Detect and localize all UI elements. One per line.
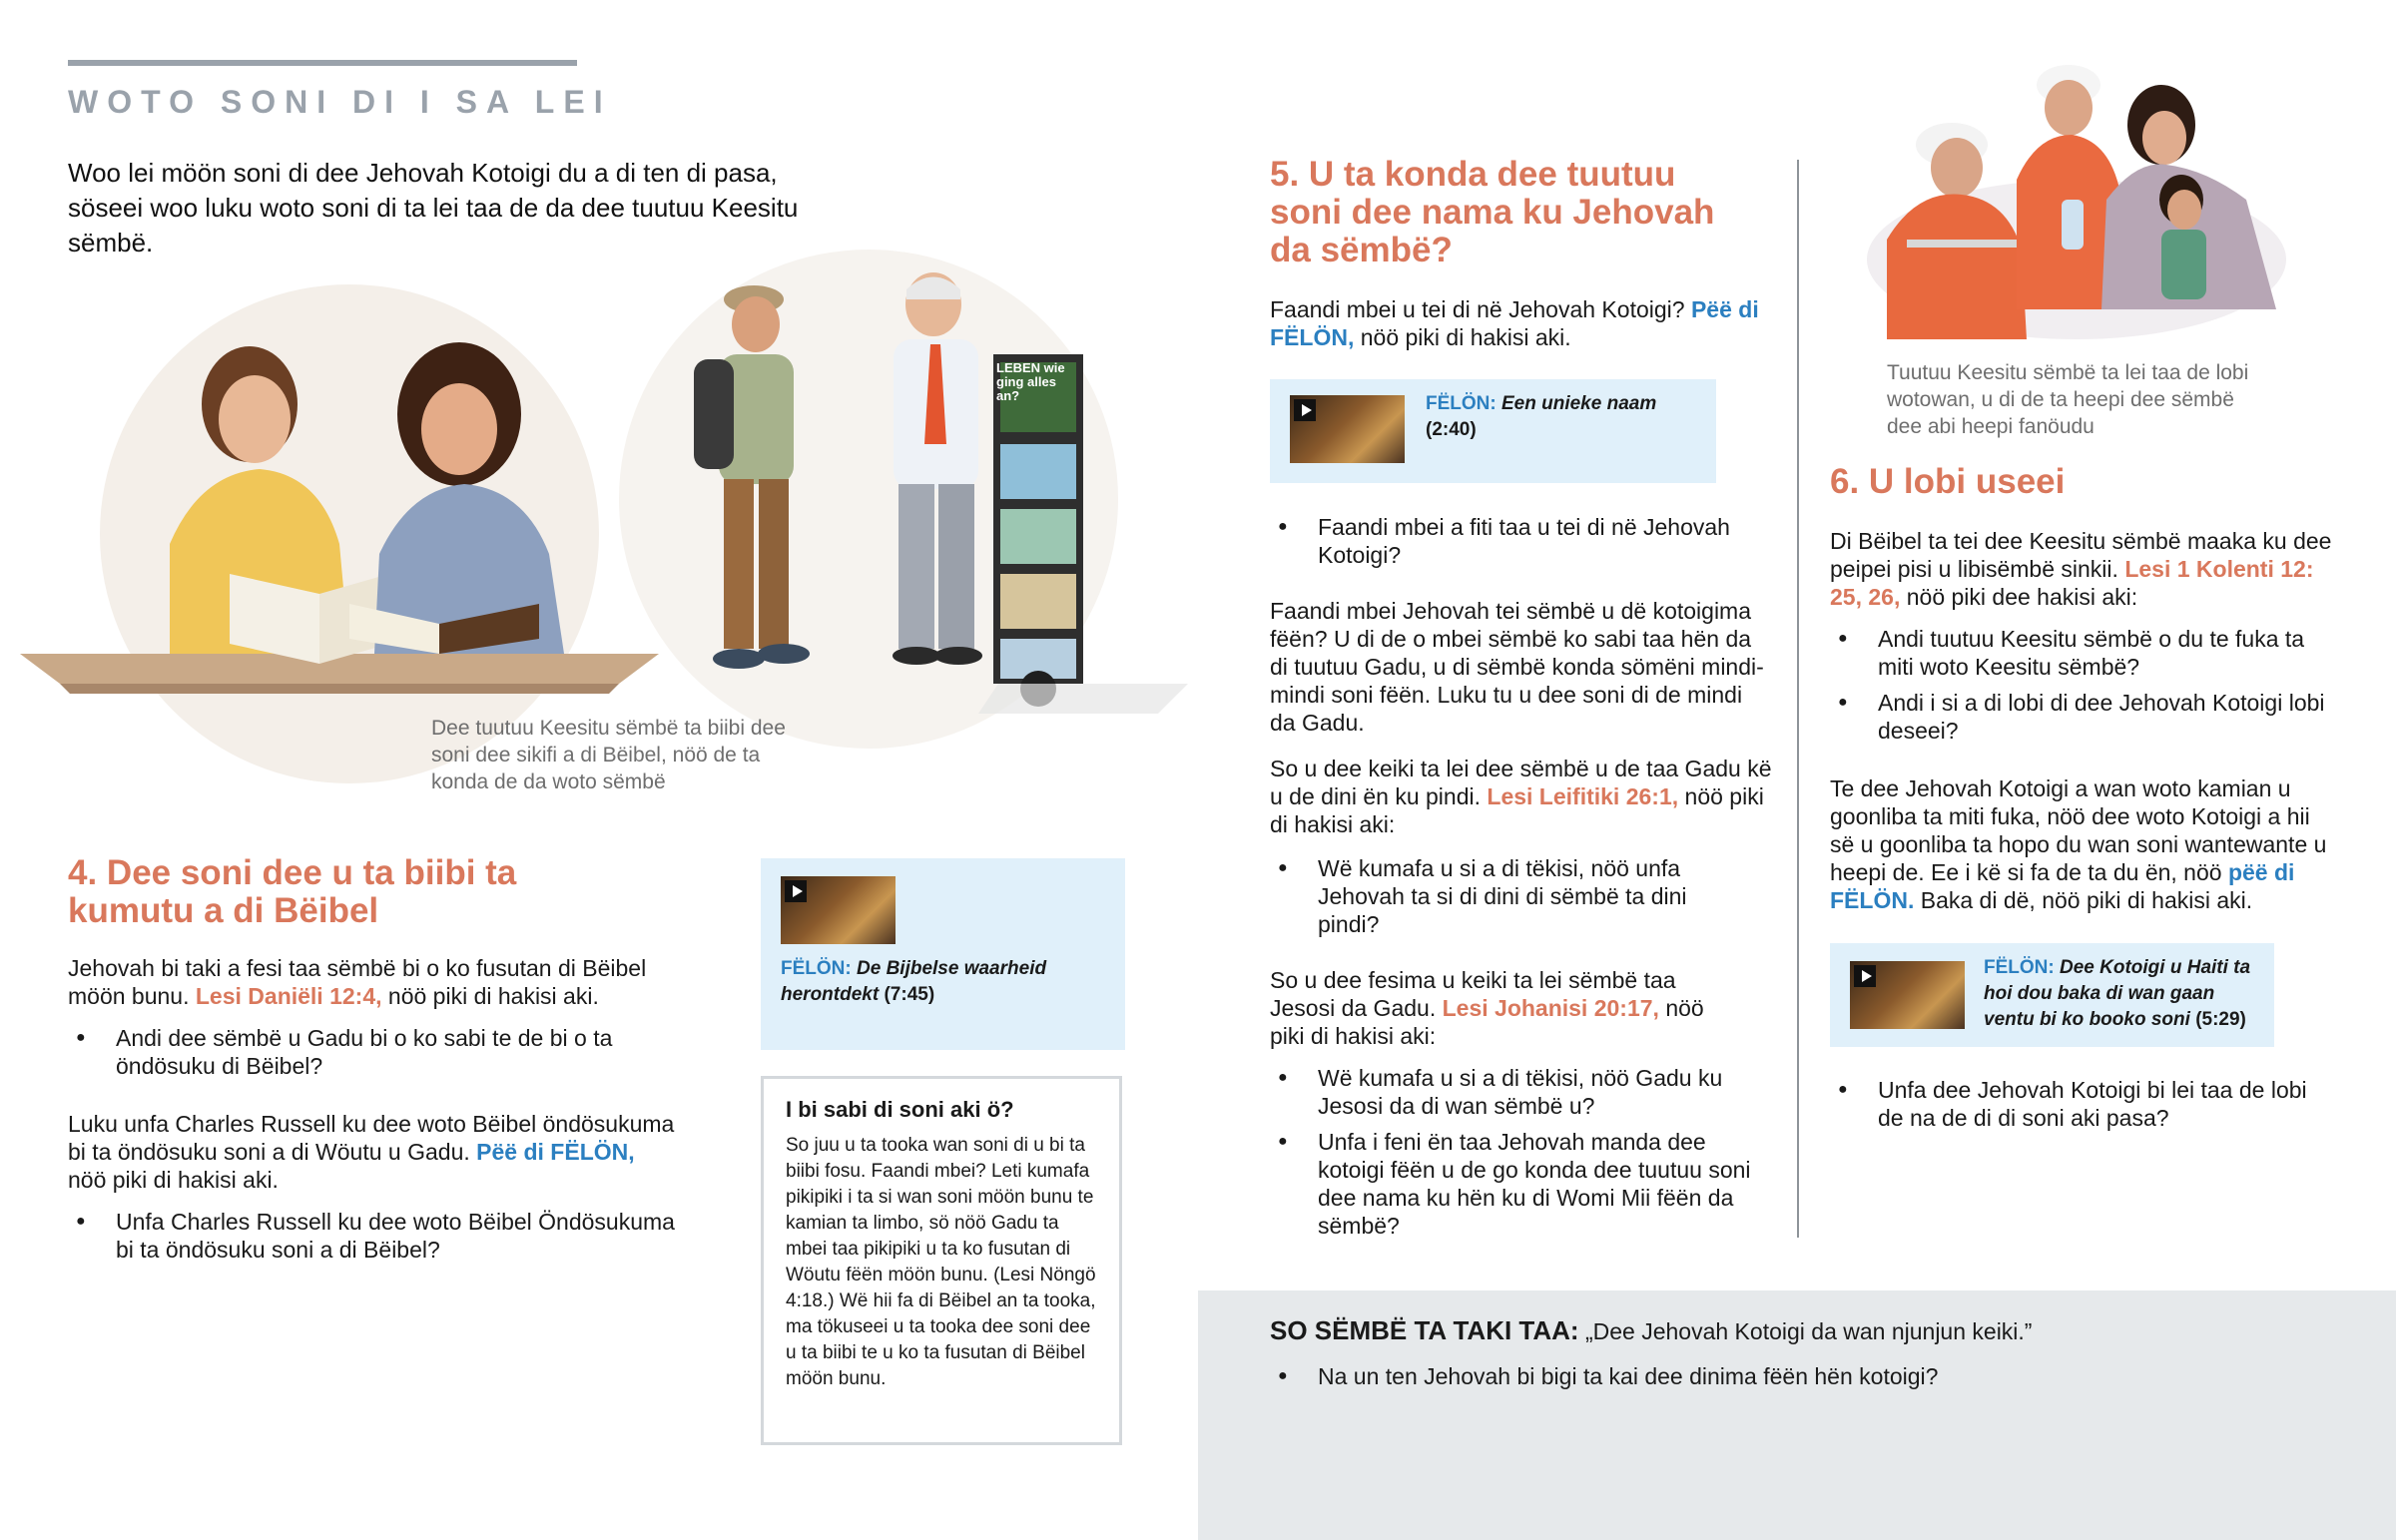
section-5-question-list-3 xyxy=(1270,1064,1769,1248)
question-item: ● Andi i si a di lobi di dee Jehovah Kotoigi lobi deseei? xyxy=(1830,689,2329,745)
question-item: ● Faandi mbei a fiti taa u tei di në Jehovah Kotoigi? xyxy=(1270,513,1759,569)
footer-label: SO SËMBË TA TAKI TAA: xyxy=(1270,1315,1579,1345)
video-thumbnail[interactable] xyxy=(781,876,896,944)
question-item: ● Andi tuutuu Keesitu sëmbë o du te fuka ta miti woto Keesitu sëmbë? xyxy=(1830,625,2329,681)
section-6-paragraph-1: Di Bëibel ta tei dee Keesitu sëmbë maaka ku dee peipei pisi u libisëmbë sinkii. Lesi 1 Kolenti 12: 25, 26, nöö piki dee hakisi aki: xyxy=(1830,528,2332,610)
did-you-know-title: I bi sabi di soni aki ö? xyxy=(786,1097,1014,1122)
section-6-paragraph-2: Te dee Jehovah Kotoigi a wan woto kamian u goonliba ta miti fuka, nöö dee woto Kotoigi a hii së u goonliba ta hopo du wan soni wantewante u heepi de. Ee i kë si fa de ta du ën, nöö pëë di FËLÖN. Baka di dë, nöö piki di hakisi aki. xyxy=(1830,775,2327,913)
scripture-link-leviticus[interactable]: Lesi Leifitiki 26:1, xyxy=(1487,783,1679,809)
section-5-paragraph-2: Faandi mbei Jehovah tei sëmbë u dë kotoigima fëën? U di de o mbei sëmbë ko sabi taa hën da di tuutuu Gadu, u di sëmbë konda sömëni mindi-mindi soni fëën. Luku tu u dee soni di de mindi da Gadu. xyxy=(1270,598,1764,736)
illustration-right-caption: Tuutuu Keesitu sëmbë ta lei taa de lobi wotowan, u di de ta heepi dee sëmbë dee abi heepi fanöudu xyxy=(1887,361,2249,438)
column-divider xyxy=(1797,160,1799,1238)
section-6-question-list-2 xyxy=(1830,1076,2309,1140)
footer-panel xyxy=(1198,1290,2396,1540)
play-icon[interactable] xyxy=(785,880,807,902)
question-item: ● Unfa dee Jehovah Kotoigi bi lei taa de lobi de na de di di soni aki pasa? xyxy=(1830,1076,2309,1132)
section-4-title: 4. Dee soni dee u ta biibi ta kumutu a di Bëibel xyxy=(68,853,517,930)
video-box-haiti[interactable] xyxy=(1830,943,2274,1047)
video-label: FËLÖN: Een unieke naam (2:40) xyxy=(1426,393,1657,440)
scripture-link-corinthians[interactable]: Lesi 1 Kolenti 12: 25, 26, xyxy=(1830,556,2314,610)
footer-question-list xyxy=(1270,1362,2268,1398)
video-thumbnail[interactable] xyxy=(1850,961,1965,1029)
scripture-link-daniel[interactable]: Lesi Daniëli 12:4, xyxy=(195,983,382,1009)
intro-text: Woo lei möön soni di dee Jehovah Kotoigi du a di ten di pasa, söseei woo luku woto soni di ta lei taa de da dee tuutuu Keesitu sëmbë. xyxy=(68,158,799,257)
header-rule xyxy=(68,60,577,66)
watch-video-link[interactable]: Pëë di FËLÖN, xyxy=(1270,296,1759,350)
question-item: ● Andi dee sëmbë u Gadu bi o ko sabi te de bi o ta öndösuku di Bëibel? xyxy=(68,1024,667,1080)
illustration-left-caption: Dee tuutuu Keesitu sëmbë ta biibi dee soni dee sikifi a di Bëibel, nöö de ta konda de da woto sëmbë xyxy=(431,717,786,793)
video-thumbnail[interactable] xyxy=(1290,395,1405,463)
play-icon[interactable] xyxy=(1294,399,1316,421)
question-item: ● Unfa i feni ën taa Jehovah manda dee kotoigi fëën u de go konda dee tuutuu soni dee nama ku hën ku di Womi Mii fëën da sëmbë? xyxy=(1270,1128,1769,1240)
video-box-unieke-naam[interactable] xyxy=(1270,379,1716,483)
section-6-question-list-1 xyxy=(1830,625,2329,753)
section-4-question-list-2 xyxy=(68,1208,687,1272)
section-4-paragraph-2: Luku unfa Charles Russell ku dee woto Bëibel öndösukuma bi ta öndösuku soni a di Wöutu u Gadu. Pëë di FËLÖN, nöö piki di hakisi aki. xyxy=(68,1111,675,1193)
stand-sign: LEBEN wie ging alles an? xyxy=(996,360,1065,403)
section-6-title: 6. U lobi useei xyxy=(1830,462,2066,501)
watch-video-link[interactable]: pëë di FËLÖN. xyxy=(1830,859,2295,913)
did-you-know-text: So juu u ta tooka wan soni di u bi ta biibi fosu. Faandi mbei? Leti kumafa pikipiki i ta si wan soni möön bunu te kamian ta limbo, sö nöö Gadu ta mbei taa pikipiki u ta ko fusutan di Wöutu fëën möön bunu. (Lesi Nöngö 4:18.) Wë hii fa di Bëibel an ta tooka, ma tökuseei u ta tooka dee soni dee u ta biibi te u ko ta fusutan di Bëibel möön bunu. xyxy=(786,1135,1096,1389)
section-4-question-list-1 xyxy=(68,1024,667,1088)
play-icon[interactable] xyxy=(1854,965,1876,987)
scripture-link-john[interactable]: Lesi Johanisi 20:17, xyxy=(1442,995,1659,1021)
video-label: FËLÖN: De Bijbelse waarheid herontdekt (7:45) xyxy=(781,958,1047,1005)
question-item: ● Na un ten Jehovah bi bigi ta kai dee dinima fëën hën kotoigi? xyxy=(1270,1362,2268,1390)
question-item: ● Wë kumafa u si a di tëkisi, nöö Gadu ku Jesosi da di wan sëmbë u? xyxy=(1270,1064,1769,1120)
illustration-relief-work xyxy=(1847,50,2286,339)
section-5-question-list-1 xyxy=(1270,513,1759,577)
section-5-paragraph-3: So u dee keiki ta lei dee sëmbë u de taa Gadu kë u de dini ën ku pindi. Lesi Leifitiki 26:1, nöö piki di hakisi aki: xyxy=(1270,756,1772,837)
video-box-bijbelse-waarheid[interactable] xyxy=(761,858,1125,1050)
page-title: WOTO SONI DI I SA LEI xyxy=(68,84,612,120)
section-5-paragraph-1: Faandi mbei u tei di në Jehovah Kotoigi? Pëë di FËLÖN, nöö piki di hakisi aki. xyxy=(1270,296,1759,350)
question-item: ● Unfa Charles Russell ku dee woto Bëibel Öndösukuma bi ta öndösuku soni a di Bëibel? xyxy=(68,1208,687,1264)
section-5-paragraph-4: So u dee fesima u keiki ta lei sëmbë taa Jesosi da Gadu. Lesi Johanisi 20:17, nöö piki di hakisi aki: xyxy=(1270,967,1704,1049)
section-5-question-list-2 xyxy=(1270,854,1709,946)
did-you-know-box xyxy=(761,1076,1122,1445)
section-5-title: 5. U ta konda dee tuutuu soni dee nama ku Jehovah da sëmbë? xyxy=(1270,155,1715,269)
question-item: ● Wë kumafa u si a di tëkisi, nöö unfa Jehovah ta si di dini di sëmbë ta dini pindi? xyxy=(1270,854,1709,938)
section-4-paragraph-1: Jehovah bi taki a fesi taa sëmbë bi o ko fusutan di Bëibel möön bunu. Lesi Daniëli 12:4, nöö piki di hakisi aki. xyxy=(68,955,647,1009)
watch-video-link[interactable]: Pëë di FËLÖN, xyxy=(476,1139,635,1165)
video-label: FËLÖN: Dee Kotoigi u Haiti ta hoi dou baka di wan gaan ventu bi ko booko soni (5:29) xyxy=(1984,957,2251,1030)
footer-quote: SO SËMBË TA TAKI TAA: „Dee Jehovah Kotoigi da wan njunjun keiki.” xyxy=(1270,1315,2033,1345)
